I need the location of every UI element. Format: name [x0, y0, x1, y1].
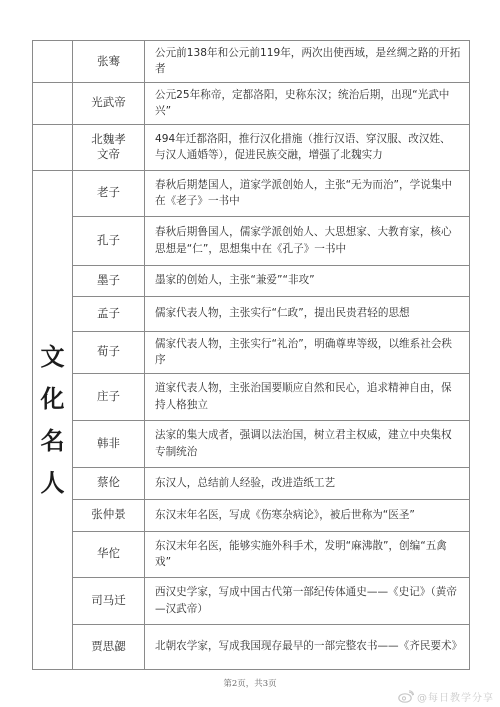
figure-description: 儒家代表人物，主张实行“礼治”，明确尊卑等级，以维系社会秩序 [145, 331, 470, 373]
table-row [33, 531, 470, 577]
section-label-char: 化 [40, 384, 65, 413]
table-row [33, 624, 470, 669]
section-cell-blank [33, 82, 73, 124]
figure-name: 张骞 [73, 41, 145, 83]
figure-description: 东汉末年名医，能够实施外科手术，发明“麻沸散”，创编“五禽戏” [145, 531, 470, 577]
page-number: 第2页，共3页 [223, 679, 277, 689]
history-figures-table [32, 40, 470, 670]
figure-name: 韩非 [73, 420, 145, 467]
figure-description: 东汉人，总结前人经验，改进造纸工艺 [145, 467, 470, 499]
section-cell-blank [33, 124, 73, 170]
table-row [33, 82, 470, 124]
figure-description: 西汉史学家，写成中国古代第一部纪传体通史——《史记》（黄帝—汉武帝） [145, 577, 470, 624]
table-row [33, 331, 470, 373]
figure-description: 道家代表人物，主张治国要顺应自然和民心，追求精神自由，保持人格独立 [145, 373, 470, 420]
table-row [33, 41, 470, 83]
section-cell-blank [33, 41, 73, 83]
figure-name: 墨子 [73, 265, 145, 296]
figure-name: 老子 [73, 170, 145, 216]
figure-name: 张仲景 [73, 499, 145, 531]
figure-description: 儒家代表人物，主张实行“仁政”，提出民贵君轻的思想 [145, 296, 470, 331]
figure-name: 司马迁 [73, 577, 145, 624]
weibo-logo-icon [398, 690, 414, 703]
figure-name: 光武帝 [73, 82, 145, 124]
section-label-char: 名 [40, 426, 65, 455]
figure-description: 春秋后期楚国人，道家学派创始人，主张“无为而治”，学说集中在《老子》一书中 [145, 170, 470, 216]
figure-description: 公元前138年和公元前119年，两次出使西域，是丝绸之路的开拓者 [145, 41, 470, 83]
figure-name [73, 124, 145, 170]
figure-description: 墨家的创始人，主张“兼爱”“非攻” [145, 265, 470, 296]
figure-name: 荀子 [73, 331, 145, 373]
figure-name: 蔡伦 [73, 467, 145, 499]
table-row [33, 373, 470, 420]
figure-description: 法家的集大成者，强调以法治国，树立君主权威，建立中央集权专制统治 [145, 420, 470, 467]
figure-description: 公元25年称帝，定都洛阳，史称东汉；统治后期，出现“光武中兴” [145, 82, 470, 124]
table-row [33, 467, 470, 499]
figure-description: 春秋后期鲁国人，儒家学派创始人、大思想家、大教育家，核心思想是“仁”，思想集中在《孔子》一书中 [145, 216, 470, 265]
figure-name: 孟子 [73, 296, 145, 331]
figure-name: 贾思勰 [73, 624, 145, 669]
section-cell-cultural-figures [33, 170, 73, 669]
watermark [398, 689, 494, 704]
table-row [33, 216, 470, 265]
figure-description: 东汉末年名医，写成《伤寒杂病论》，被后世称为“医圣” [145, 499, 470, 531]
figure-description: 494年迁都洛阳，推行汉化措施（推行汉语、穿汉服、改汉姓、与汉人通婚等），促进民族交融，增强了北魏实力 [145, 124, 470, 170]
figure-name: 庄子 [73, 373, 145, 420]
table-row [33, 124, 470, 170]
figure-name-text: 北魏孝文帝 [91, 131, 126, 162]
watermark-text: @每日教学分享 [417, 693, 494, 704]
figure-name: 华佗 [73, 531, 145, 577]
table-row [33, 296, 470, 331]
section-label-char: 人 [40, 468, 65, 497]
table-row [33, 577, 470, 624]
table-row [33, 499, 470, 531]
table-row [33, 420, 470, 467]
table-row [33, 265, 470, 296]
figure-description: 北朝农学家，写成我国现存最早的一部完整农书——《齐民要术》 [145, 624, 470, 669]
figure-name: 孔子 [73, 216, 145, 265]
section-label-char: 文 [40, 342, 65, 371]
section-label [33, 336, 72, 504]
table-row [33, 170, 470, 216]
